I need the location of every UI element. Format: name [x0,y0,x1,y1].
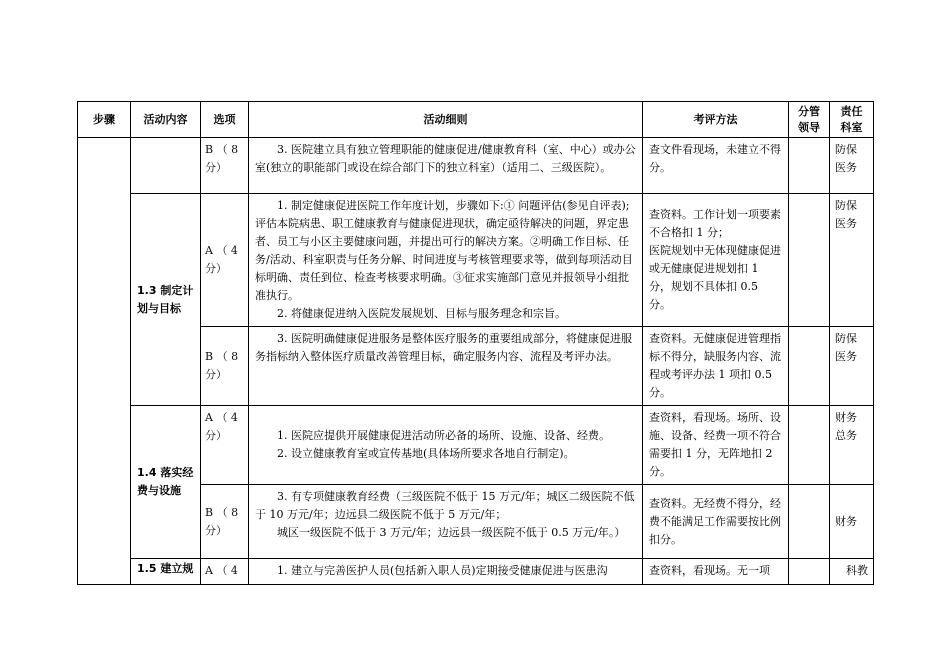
detail-paragraph: 1. 医院应提供开展健康促进活动所必备的场所、设施、设备、经费。 [277,429,610,442]
method-cell: 查资料，看现场。场所、设施、设备、经费一项不符合需要扣 1 分，无阵地扣 2 分。 [643,406,789,485]
option-cell: B （ 8 分） [201,327,249,406]
leader-cell [789,138,830,194]
leader-cell [789,327,830,406]
method-cell: 查资料。无经费不得分，经费不能满足工作需要按比例扣分。 [643,485,789,559]
method-cell: 查资料，看现场。无一项 [643,559,789,585]
detail-cell [249,327,643,406]
method-cell: 查文件看现场，未建立不得分。 [643,138,789,194]
detail-paragraph: 2. 将健康促进纳入医院发展规划、目标与服务理念和宗旨。 [277,307,566,320]
dept-cell: 防保 医务 [830,138,874,194]
dept-cell: 防保 医务 [830,194,874,327]
leader-cell [789,559,830,585]
dept-cell: 防保 医务 [830,327,874,406]
content-cell: 1.5 建立规 [131,559,201,585]
table-row [78,559,874,585]
step-cell [78,138,131,585]
detail-paragraph: 2. 设立健康教育室或宣传基地(具体场所要求各地自行制定)。 [277,447,575,460]
detail-paragraph: 1. 建立与完善医护人员(包括新入职人员)定期接受健康促进与医患沟 [277,564,608,577]
header-method: 考评方法 [643,102,789,138]
content-cell: 1.4 落实经费与设施 [131,406,201,559]
option-cell: A （ 4 分） [201,406,249,485]
detail-cell [249,194,643,327]
header-leader: 分管 领导 [789,102,830,138]
leader-cell [789,485,830,559]
detail-cell [249,138,643,194]
header-row [78,102,874,138]
header-option: 选项 [201,102,249,138]
leader-cell [789,194,830,327]
method-cell: 查资料。无健康促进管理指标不得分，缺服务内容、流程或考评办法 1 项扣 0.5 分。 [643,327,789,406]
evaluation-table [77,101,874,585]
header-content: 活动内容 [131,102,201,138]
detail-paragraph: 1. 制定健康促进医院工作年度计划，步骤如下:① 问题评估(参见自评表);评估本院病患、职工健康教育与健康促进现状，确定亟待解决的问题，界定患者、员工与小区主要健康问题，并提出可行的解决方案。②明确工作目标、任务/活动、科室职责与任务分解、时间进度与考核管理要求等，做到每项活动目标明确、责任到位、检查考核要求明确。③征求实施部门意见并报领导小组批准执行。 [255,199,633,302]
detail-cell [249,406,643,485]
option-cell: A （ 4 [201,559,249,585]
option-cell: A （ 4 分） [201,194,249,327]
dept-cell: 科教 [830,559,874,585]
content-cell: 1.3 制定计划与目标 [131,194,201,406]
table-row [78,406,874,485]
table-row [78,194,874,327]
header-step: 步骤 [78,102,131,138]
dept-cell: 财务 总务 [830,406,874,485]
option-cell: B （ 8 分） [201,485,249,559]
table-row [78,138,874,194]
detail-paragraph: 3. 医院建立具有独立管理职能的健康促进/健康教育科（室、中心）或办公室(独立的职能部门或设在综合部门下的独立科室）（适用二、三级医院）。 [255,143,636,174]
header-dept: 责任 科室 [830,102,874,138]
header-detail: 活动细则 [249,102,643,138]
method-cell: 查资料。工作计划一项要素不合格扣 1 分； 医院规划中无体现健康促进或无健康促进规划扣 1 分，规划不具体扣 0.5 分。 [643,194,789,327]
detail-cell [249,559,643,585]
leader-cell [789,406,830,485]
option-cell: B （ 8 分） [201,138,249,194]
detail-paragraph: 3. 有专项健康教育经费（三级医院不低于 15 万元/年；城区二级医院不低于 10 万元/年；边远县二级医院不低于 5 万元/年； [255,490,635,521]
detail-cell [249,485,643,559]
detail-paragraph: 城区一级医院不低于 3 万元/年；边远县一级医院不低于 0.5 万元/年。） [277,526,626,539]
content-cell [131,138,201,194]
detail-paragraph: 3. 医院明确健康促进服务是整体医疗服务的重要组成部分，将健康促进服务指标纳入整体医疗质量改善管理目标，确定服务内容、流程及考评办法。 [255,332,632,363]
dept-cell: 财务 [830,485,874,559]
